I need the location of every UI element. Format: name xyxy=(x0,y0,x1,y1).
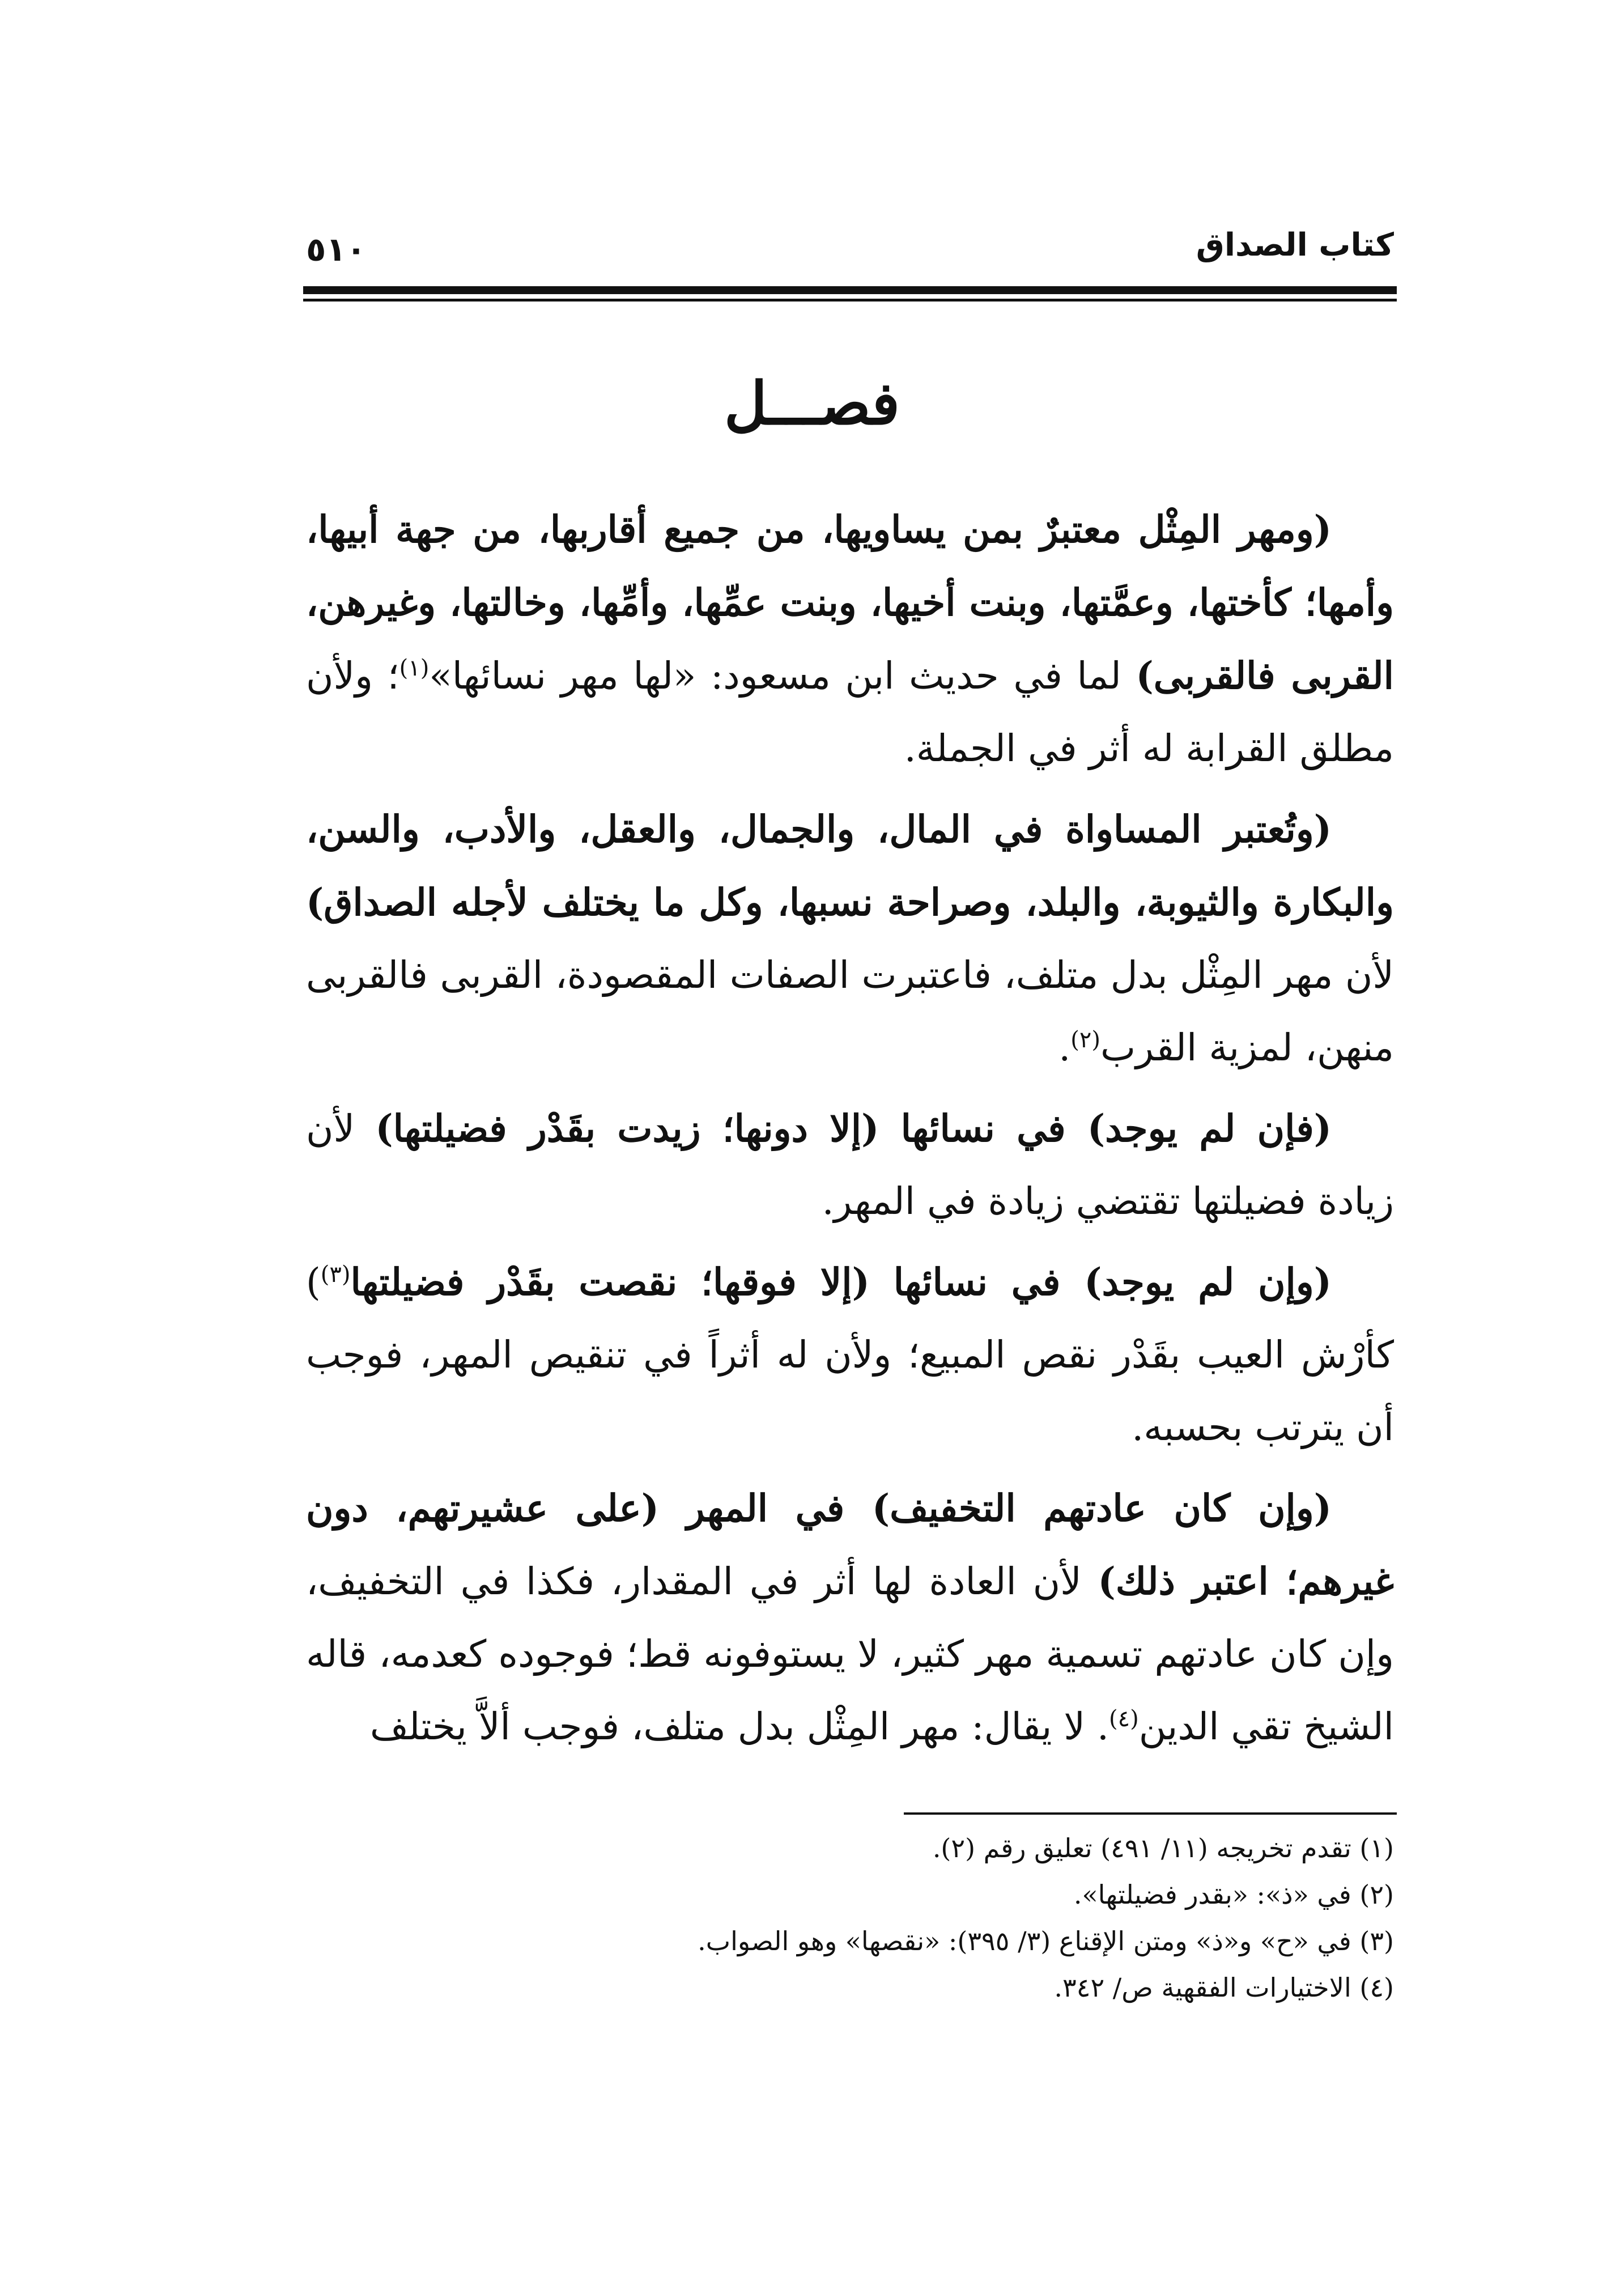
footnote-marker: (٤) xyxy=(1109,1706,1139,1732)
paragraph xyxy=(306,1472,1394,1763)
sharh-text: . لا يقال: مهر المِثْل بدل متلف، فوجب ألاَّ يختلف xyxy=(369,1705,1109,1748)
footnote-separator xyxy=(904,1812,1397,1815)
footnote-marker: (٣) xyxy=(320,1262,351,1288)
sharh-text: لأن زيادة فضيلتها تقتضي زيادة في المهر. xyxy=(306,1107,1394,1223)
footnotes xyxy=(306,1825,1394,2011)
matn-text: (وإن كان عادتهم التخفيف) في المهر (على عشيرتهم، دون غيرهم؛ اعتبر ذلك) xyxy=(306,1486,1395,1603)
sharh-text: لما في حديث ابن مسعود: «لها مهر نسائها» xyxy=(429,654,1136,698)
footnote: (٤) الاختيارات الفقهية ص/ ٣٤٢. xyxy=(1054,1972,1394,2003)
header-rule-thick xyxy=(303,286,1397,294)
sharh-text: ؛ ولأن مطلق القرابة له أثر في الجملة. xyxy=(306,654,1394,770)
paragraph xyxy=(306,1092,1394,1238)
sharh-text: لأن العادة لها أثر في المقدار، فكذا في التخفيف، وإن كان عادتهم تسمية مهر كثير، لا يستوفونه قط؛ فوجوده كعدمه، قاله الشيخ تقي الدين xyxy=(306,1560,1394,1748)
section-title: فصـــل xyxy=(724,368,900,438)
paragraph xyxy=(306,793,1394,1084)
main-text xyxy=(306,493,1394,1771)
footnote: (٢) في «ذ»: «بقدر فضيلتها». xyxy=(1073,1879,1394,1910)
matn-text: (فإن لم يوجد) في نسائها (إلا دونها؛ زيدت بقَدْر فضيلتها) xyxy=(375,1106,1332,1150)
matn-text: (وإن لم يوجد) في نسائها (إلا فوقها؛ نقصت بقَدْر فضيلتها xyxy=(350,1260,1332,1304)
footnote-marker: (٢) xyxy=(1070,1027,1100,1053)
matn-text: (وتُعتبر المساواة في المال، والجمال، والعقل، والأدب، والسن، والبكارة والثيوبة، والبلد، وصراحة نسبها، وكل ما يختلف لأجله الصداق) xyxy=(306,807,1394,924)
sharh-text: ) كأرْش العيب بقَدْر نقص المبيع؛ ولأن له أثراً في تنقيص المهر، فوجب أن يترتب بحسبه. xyxy=(306,1260,1394,1449)
sharh-text: . xyxy=(1058,1026,1071,1069)
paragraph xyxy=(306,493,1394,785)
footnote-marker: (١) xyxy=(399,655,430,681)
running-header xyxy=(306,227,1394,272)
matn-text: (ومهر المِثْل معتبرٌ بمن يساويها، من جميع أقاربها، من جهة أبيها، وأمها؛ كأختها، وعمَّتها، وبنت أخيها، وبنت عمِّها، وأمِّها، وخالتها، وغيرهن، القربى فالقربى) xyxy=(306,507,1394,698)
footnote: (٣) في «ح» و«ذ» ومتن الإقناع (٣/ ٣٩٥): «نقصها» وهو الصواب. xyxy=(698,1926,1394,1956)
header-rule-thin xyxy=(303,299,1397,302)
page-number: ٥١٠ xyxy=(306,230,367,269)
book-title: كتاب الصداق xyxy=(1196,227,1394,264)
sharh-text: لأن مهر المِثْل بدل متلف، فاعتبرت الصفات المقصودة، القربى فالقربى منهن، لمزية القرب xyxy=(306,953,1394,1069)
paragraph xyxy=(306,1246,1394,1464)
footnote: (١) تقدم تخريجه (١١/ ٤٩١) تعليق رقم (٢). xyxy=(932,1833,1394,1863)
